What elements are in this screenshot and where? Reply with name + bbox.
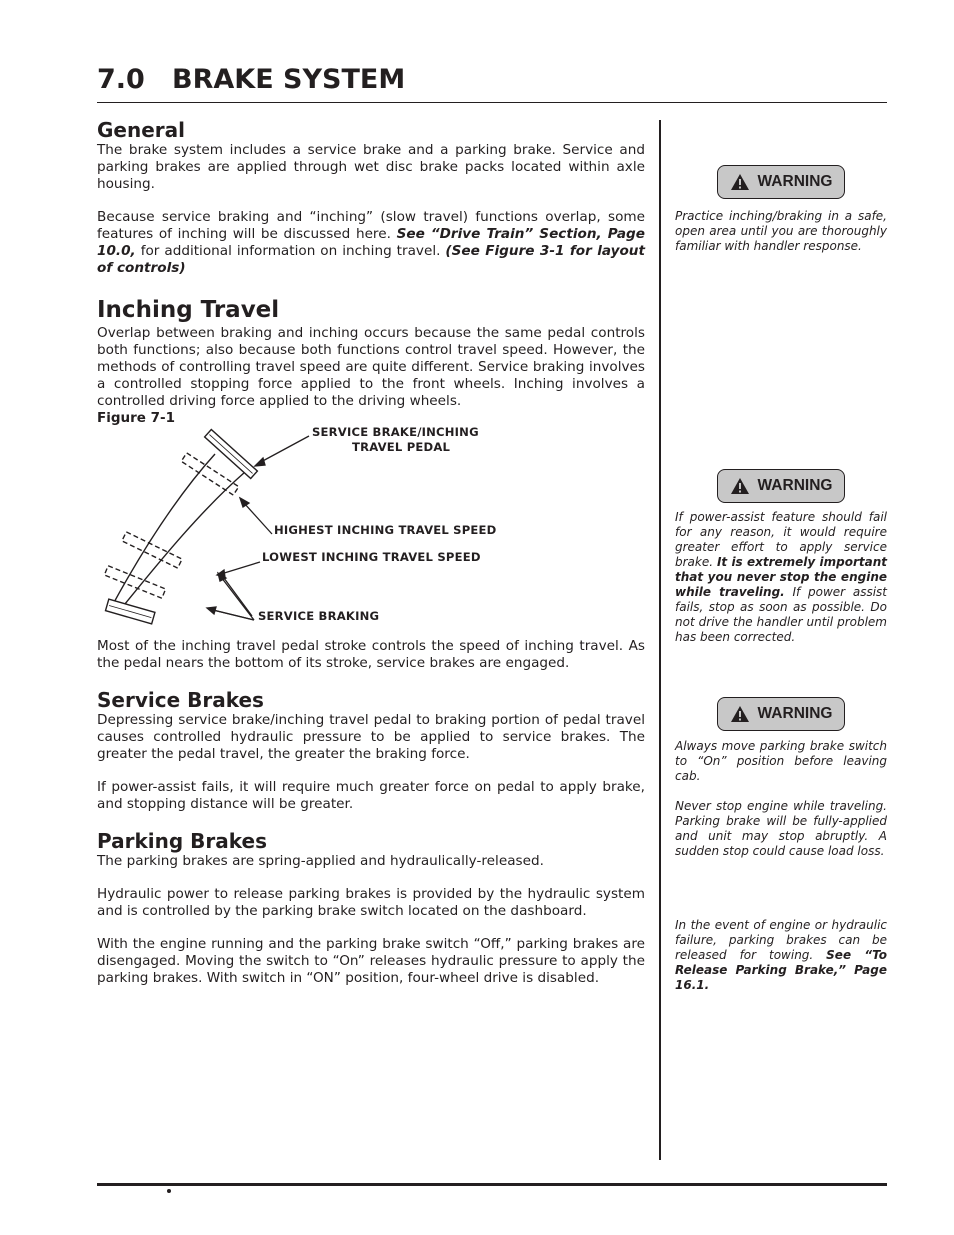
service-paragraph-1: Depressing service brake/inching travel pedal to braking portion of pedal travel causes controlled hydraulic pressure to be applied to service brakes. The greater the pedal travel, the greater the braking force. [97, 711, 645, 762]
callout-service-braking: SERVICE BRAKING [258, 608, 380, 623]
figure-label: Figure 7-1 [97, 409, 176, 426]
warning-label: WARNING [757, 173, 833, 190]
service-brakes-heading: Service Brakes [97, 687, 264, 712]
pedal-base [106, 599, 155, 624]
warning-2-text [675, 510, 887, 645]
warning-2-text-c: If power assist fails, stop as soon as possible. Do not drive the handler until problem has been corrected. [675, 585, 887, 644]
inching-paragraph-1: Overlap between braking and inching occurs because the same pedal controls both functions; also because both functions control travel speed. However, the methods of controlling travel speed are quite different. Service braking involves a controlled stopping force applied to the front wheels. Inching involves a controlled driving force applied to the driving wheels. [97, 324, 645, 409]
general-p2-text: Because service braking and “inching” (slow travel) functions overlap, some features of inching will be discussed here. [97, 209, 645, 242]
general-heading: General [97, 118, 185, 142]
parking-paragraph-2: Hydraulic power to release parking brakes is provided by the hydraulic system and is controlled by the parking brake switch located on the dashboard. [97, 885, 645, 919]
service-paragraph-2: If power-assist fails, it will require much greater force on pedal to apply brake, and stopping distance will be greater. [97, 778, 645, 812]
general-paragraph-2 [97, 209, 645, 277]
parking-paragraph-3: With the engine running and the parking brake switch “Off,” parking brakes are disengaged. Moving the switch to “On” releases hydraulic pressure to apply the parking brakes. With switch in “ON” position, four-wheel drive is disabled. [97, 935, 645, 986]
release-parking-brake-reference: See “To Release Parking Brake,” Page 16.1. [675, 948, 887, 992]
warning-2-paragraph [675, 510, 887, 645]
warning-3-paragraph-2: Never stop engine while traveling. Parking brake will be fully-applied and unit may stop abruptly. A sudden stop could cause load loss. [675, 799, 887, 858]
section-title: BRAKE SYSTEM [172, 64, 406, 95]
warning-triangle-icon [730, 173, 750, 191]
warning-2-text-a: If power-assist feature should fail for any reason, it would require greater effort to apply service brake. [675, 510, 887, 569]
parking-brakes-heading: Parking Brakes [97, 828, 267, 853]
towing-note [675, 918, 887, 993]
pedal-arm-inner [112, 454, 215, 606]
warning-triangle-icon [730, 477, 750, 495]
callout-lowest-speed: LOWEST INCHING TRAVEL SPEED [262, 549, 481, 564]
main-column [97, 118, 645, 987]
towing-note-paragraph [675, 918, 887, 993]
pedal-plate [205, 429, 258, 478]
callout-pedal-line-2: TRAVEL PEDAL [352, 439, 451, 454]
warning-2-emphasis: It is extremely important that you never stop the engine while traveling. [675, 555, 887, 599]
warning-badge-1 [717, 165, 845, 199]
warning-badge-2 [717, 469, 845, 503]
column-divider [659, 120, 661, 1160]
callout-pedal-line-1: SERVICE BRAKE/INCHING [312, 424, 479, 439]
inching-paragraph-2: Most of the inching travel pedal stroke controls the speed of inching travel. As the pedal nears the bottom of its stroke, service brakes are engaged. [97, 637, 645, 671]
general-p2-text-2: for additional information on inching travel. [135, 243, 446, 259]
warning-triangle-icon [730, 705, 750, 723]
inching-heading: Inching Travel [97, 297, 280, 323]
figure-3-1-reference: (See Figure 3-1 for layout of controls) [97, 243, 645, 276]
warning-1-text [675, 209, 887, 254]
footer-dot [167, 1189, 171, 1193]
general-paragraph-1: The brake system includes a service brake and a parking brake. Service and parking brakes are applied through wet disc brake packs located within axle housing. [97, 142, 645, 192]
parking-paragraph-1: The parking brakes are spring-applied and hydraulically-released. [97, 852, 544, 869]
footer-rule [97, 1183, 887, 1186]
pedal-figure [97, 426, 645, 638]
page-header [97, 64, 887, 103]
section-number: 7.0 [97, 64, 145, 95]
callout-highest-speed: HIGHEST INCHING TRAVEL SPEED [274, 522, 497, 537]
warning-label: WARNING [757, 705, 833, 722]
warning-3-paragraph-1: Always move parking brake switch to “On” position before leaving cab. [675, 739, 887, 783]
towing-note-text: In the event of engine or hydraulic failure, parking brakes can be released for towing. [675, 918, 887, 962]
warning-3-text [675, 739, 887, 859]
drive-train-reference: See “Drive Train” Section, Page 10.0, [97, 226, 645, 259]
warning-badge-3 [717, 697, 845, 731]
warning-1-paragraph: Practice inching/braking in a safe, open area until you are thoroughly familiar with handler response. [675, 209, 887, 253]
warning-label: WARNING [757, 477, 833, 494]
braking-position [104, 565, 165, 597]
